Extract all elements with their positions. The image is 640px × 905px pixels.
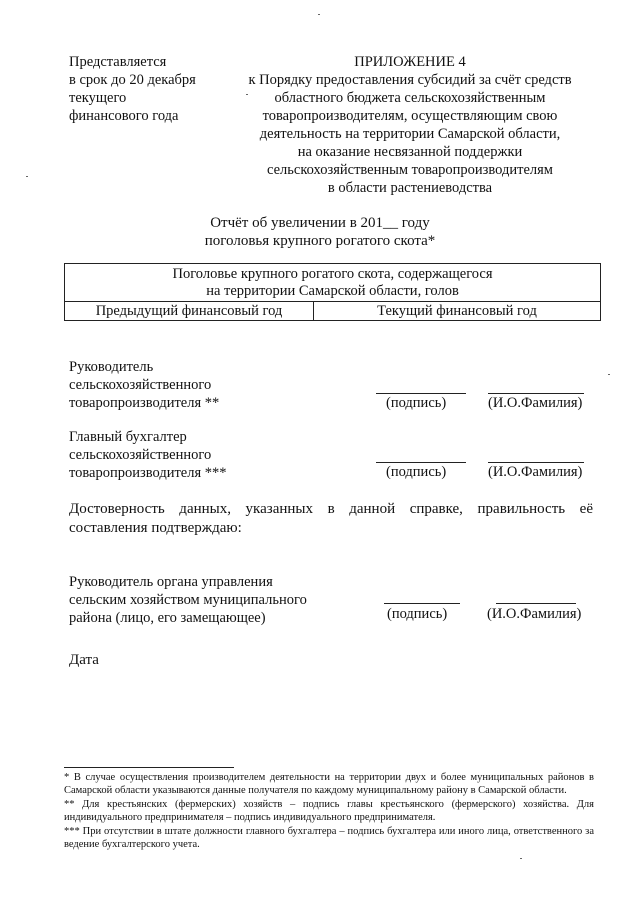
column-current-year: Текущий финансовый год <box>314 302 601 321</box>
footnotes <box>64 771 594 851</box>
footnote: * В случае осуществления производителем деятельности на территории двух и более муниципальных районов в Самарской области указываются данные получателя по каждому муниципальному району в Самарской области. <box>64 772 594 797</box>
submission-note-line: в срок до 20 декабря <box>69 72 196 88</box>
submission-note <box>69 53 196 125</box>
appendix-line: сельскохозяйственным товаропроизводителям <box>267 162 553 178</box>
date-label: Дата <box>69 652 99 668</box>
appendix-line: на оказание несвязанной поддержки <box>297 144 523 160</box>
scan-speck <box>318 14 320 15</box>
accountant-signature-label <box>69 428 227 482</box>
footnote: *** При отсутствии в штате должности главного бухгалтера – подпись бухгалтера или иного лица, ответственного за ведение бухгалтерского учета. <box>64 825 594 851</box>
municipal-name-caption: (И.О.Фамилия) <box>487 606 582 622</box>
appendix-line: в области растениеводства <box>327 180 493 196</box>
footnote: ** Для крестьянских (фермерских) хозяйств – подпись главы крестьянского (фермерского) хозяйства. Для индивидуального предпринимателя – подпись индивидуального предпринимателя. <box>64 798 594 824</box>
accountant-label-line: сельскохозяйственного <box>69 447 212 463</box>
accountant-name-caption: (И.О.Фамилия) <box>488 464 583 480</box>
manager-name-caption: (И.О.Фамилия) <box>488 395 583 411</box>
submission-note-line: Представляется <box>69 54 167 70</box>
municipal-name-line <box>496 603 576 604</box>
manager-label-line: сельскохозяйственного <box>69 377 212 393</box>
accountant-label-line: Главный бухгалтер <box>69 429 187 445</box>
municipal-signature-line <box>384 603 460 604</box>
report-title-line: поголовья крупного рогатого скота* <box>204 233 436 249</box>
municipal-label-line: сельским хозяйством муниципального <box>69 592 307 608</box>
submission-note-line: финансового года <box>69 108 179 124</box>
table-header-line: на территории Самарской области, голов <box>206 283 459 299</box>
appendix-line: товаропроизводителям, осуществляющим свою <box>262 108 558 124</box>
manager-signature-caption: (подпись) <box>386 395 447 411</box>
municipal-label-line: Руководитель органа управления <box>69 574 273 590</box>
scan-speck <box>246 94 248 95</box>
appendix-line: областного бюджета сельскохозяйственным <box>274 90 546 106</box>
submission-note-line: текущего <box>69 90 127 106</box>
municipal-signature-caption: (подпись) <box>387 606 448 622</box>
table-header-cell <box>65 264 601 302</box>
certification-text: Достоверность данных, указанных в данной справке, правильность её составления подтверждаю: <box>69 501 593 536</box>
manager-label-line: товаропроизводителя ** <box>69 395 220 411</box>
accountant-signature-caption: (подпись) <box>386 464 447 480</box>
manager-label-line: Руководитель <box>69 359 154 375</box>
accountant-label-line: товаропроизводителя *** <box>69 465 227 481</box>
livestock-table <box>64 263 601 321</box>
scan-speck <box>608 374 610 375</box>
municipal-label-line: района (лицо, его замещающее) <box>69 610 266 626</box>
appendix-title: ПРИЛОЖЕНИЕ 4 <box>354 54 466 70</box>
appendix-header <box>215 53 605 197</box>
appendix-line: к Порядку предоставления субсидий за счёт средств <box>248 72 572 88</box>
manager-signature-label <box>69 358 219 412</box>
column-previous-year: Предыдущий финансовый год <box>65 302 314 321</box>
scan-speck <box>520 858 522 859</box>
scan-speck <box>26 176 28 177</box>
table-header-line: Поголовье крупного рогатого скота, содержащегося <box>172 266 493 282</box>
appendix-line: деятельность на территории Самарской области, <box>259 126 561 142</box>
municipal-signature-label <box>69 573 307 627</box>
report-title-line: Отчёт об увеличении в 201__ году <box>210 215 430 231</box>
footnote-divider <box>64 767 234 768</box>
report-title <box>150 214 490 250</box>
